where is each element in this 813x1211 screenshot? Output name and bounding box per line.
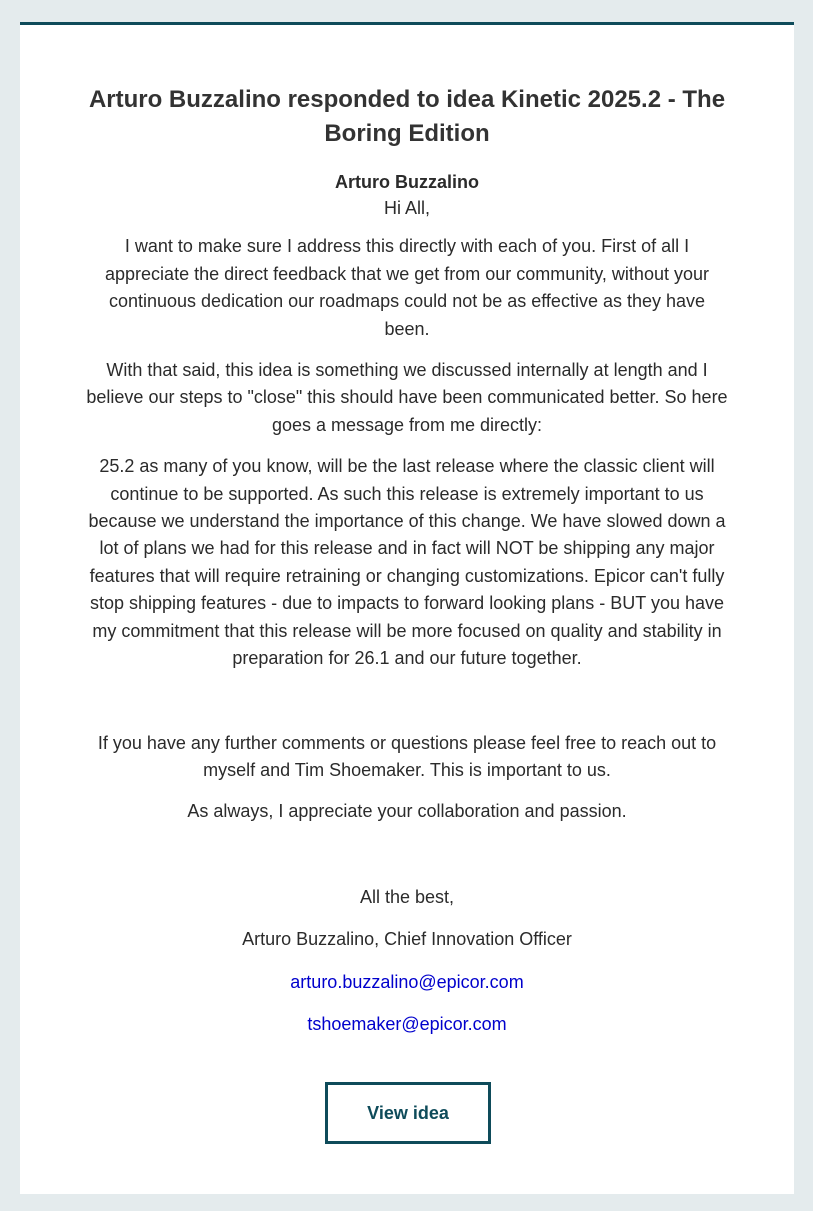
email-card — [20, 22, 794, 1194]
paragraph-release: 25.2 as many of you know, will be the last release where the classic client will continue to be supported. As such this release is extremely important to us because we understand the importance of this change. We have slowed down a lot of plans we had for this release and in fact will NOT be shipping any major features that will require retraining or changing customizations. Epicor can't fully stop shipping features - due to impacts to forward looking plans - BUT you have my commitment that this release will be more focused on quality and stability in preparation for 26.1 and our future together. — [88, 456, 726, 669]
paragraph-context: With that said, this idea is something we discussed internally at length and I believe our steps to "close" this should have been communicated better. So here goes a message from me directly: — [86, 360, 728, 435]
email-link-arturo-wrapper — [84, 969, 730, 996]
email-title: Arturo Buzzalino responded to idea Kinetic 2025.2 - The Boring Edition — [88, 86, 726, 147]
view-idea-button[interactable] — [325, 1082, 491, 1144]
paragraph-intro: I want to make sure I address this directly with each of you. First of all I appreciate the direct feedback that we get from our community, without your continuous dedication our roadmaps could not be as effective as they have been. — [105, 236, 709, 339]
signature: Arturo Buzzalino, Chief Innovation Officer — [242, 929, 572, 950]
paragraph-thanks: As always, I appreciate your collaboration and passion. — [187, 801, 627, 822]
email-link-tshoemaker-wrapper — [84, 1011, 730, 1038]
email-link-arturo[interactable]: arturo.buzzalino@epicor.com — [290, 971, 524, 992]
paragraph-contact: If you have any further comments or questions please feel free to reach out to myself and Tim Shoemaker. This is important to us. — [97, 732, 717, 780]
email-content — [84, 83, 730, 1038]
greeting: Hi All, — [383, 198, 430, 218]
author-name: Arturo Buzzalino — [335, 172, 479, 192]
view-idea-button-label: View idea — [367, 1102, 449, 1123]
email-link-tshoemaker[interactable]: tshoemaker@epicor.com — [307, 1013, 507, 1034]
closing: All the best, — [359, 886, 455, 907]
